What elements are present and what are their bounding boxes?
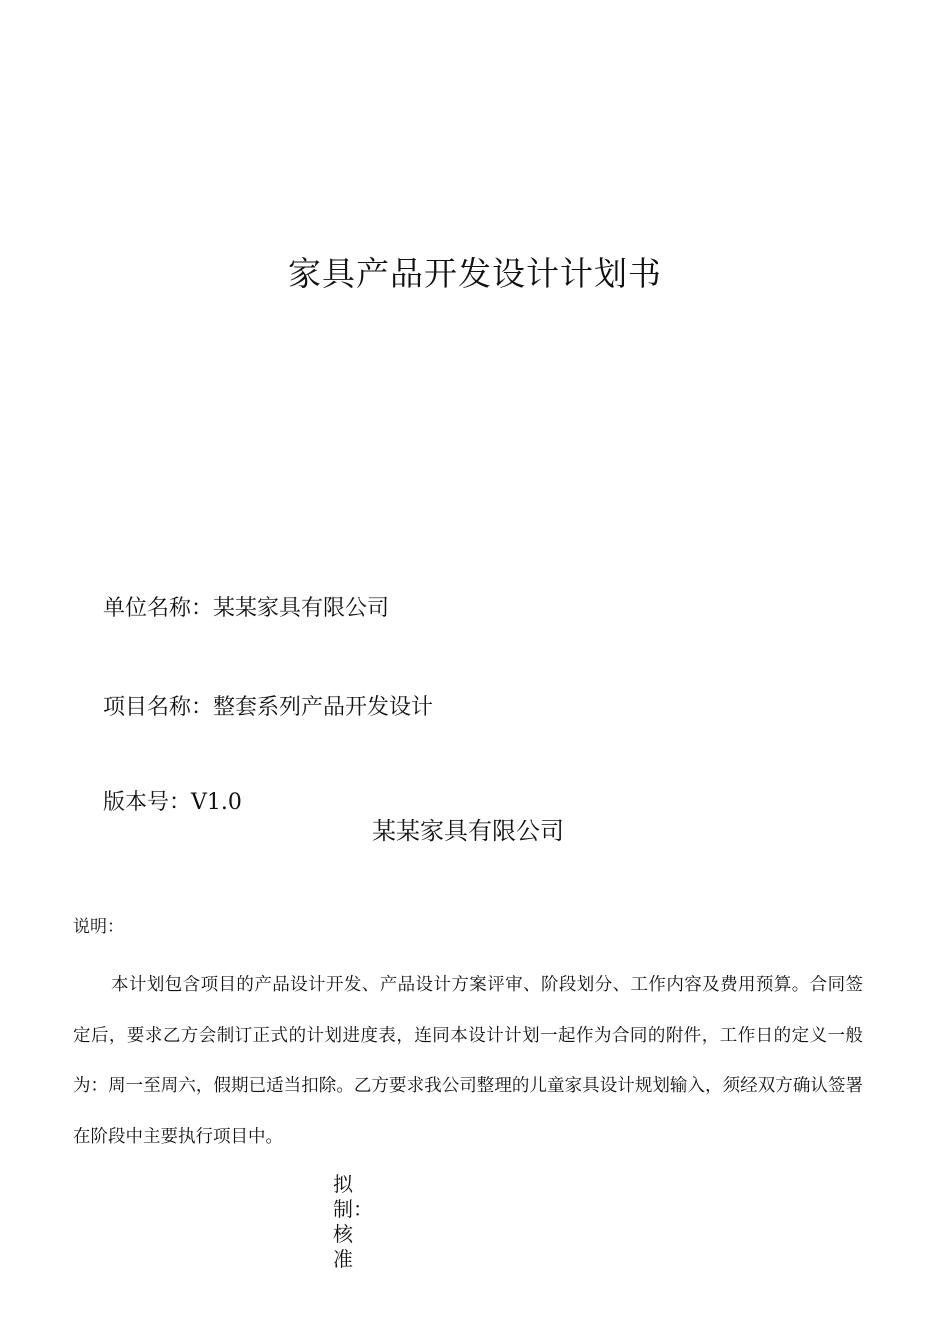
version-line [103,788,242,818]
signature-block [333,1172,373,1272]
signature-approver-1: 核 [333,1222,353,1246]
signature-drafter-1: 拟 [333,1172,353,1196]
signature-drafter-2: 制： [333,1197,373,1221]
notes-heading: 说明： [73,917,124,937]
document-title: 家具产品开发设计计划书 [288,254,662,293]
version-value: V1.0 [191,790,242,815]
version-label: 版本号： [103,790,192,815]
project-name-line [103,693,433,723]
notes-body: 本计划包含项目的产品设计开发、产品设计方案评审、阶段划分、工作内容及费用预算。合同签定后，要求乙方会制订正式的计划进度表，连同本设计计划一起作为合同的附件，工作日的定义一般为：周一至周六，假期已适当扣除。乙方要求我公司整理的儿童家具设计规划输入，须经双方确认签署在阶段中主要执行项目中。 [73,975,863,1147]
company-name: 某某家具有限公司 [372,817,564,845]
project-name-label: 项目名称： [103,695,214,720]
unit-name-label: 单位名称： [103,596,214,621]
project-name-value: 整套系列产品开发设计 [213,695,434,720]
unit-name-value: 某某家具有限公司 [213,596,390,621]
unit-name-line [103,594,389,624]
signature-approver-2: 准 [333,1247,353,1271]
